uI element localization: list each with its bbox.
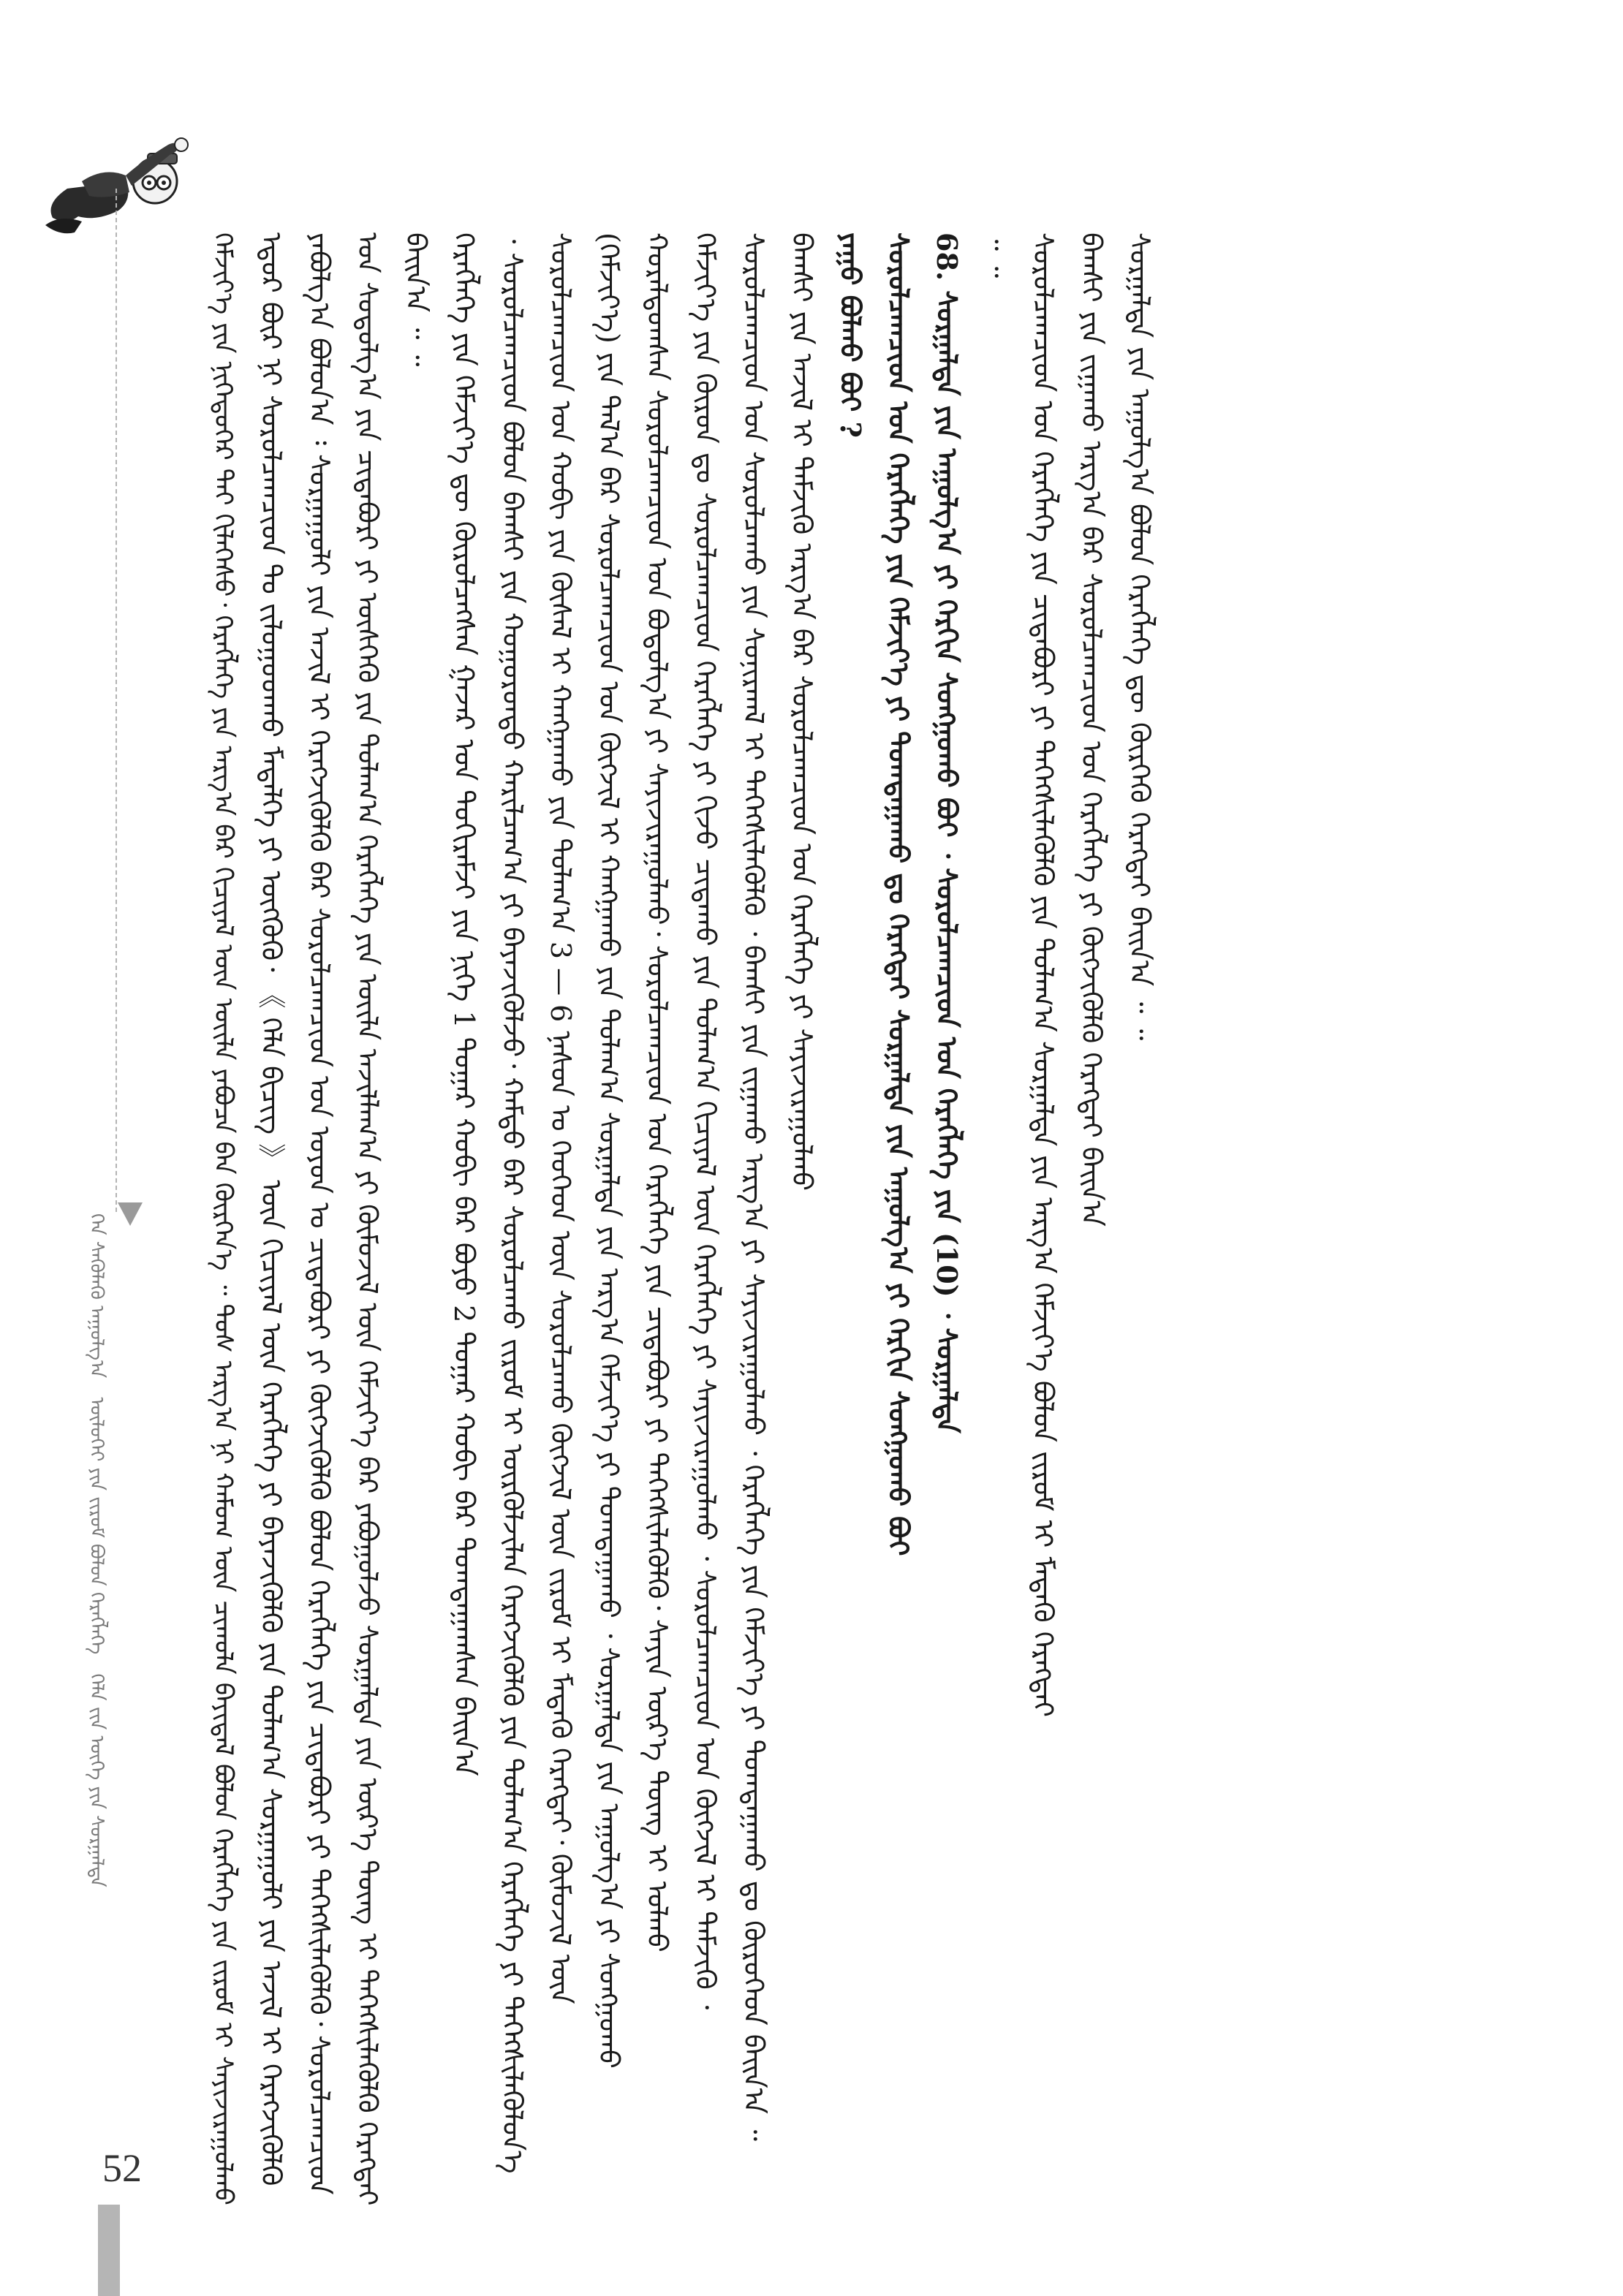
column-text: (ᠬᠡᠮᠵᠢᠶ᠎ᠡ) ᠶᠢᠨ ᠲᠠᠯ᠎ᠠ ᠪᠠᠷ ᠰᠤᠷᠤᠯᠴᠠᠭᠴᠢᠳ ᠤᠨ ᠬᠥᠭᠵᠢᠯ ᠢ ᠬᠠᠩᠭᠠᠬᠤ ᠶᠢᠨ ᠲᠤᠯᠠᠭ᠎ᠠ ᠰᠤᠷᠭᠠᠯᠳᠠ ᠶᠢᠨ ᠠᠷᠭ᠎ᠠ ᠬᠡᠮᠵᠢᠶ᠎ᠡ ᠶᠢ ᠲᠣᠭᠲᠠᠭᠠᠬᠤ ᠂ ᠰᠤᠷᠭᠠᠯᠳᠠ ᠶᠢᠨ ᠠᠭᠤᠯᠭ᠎ᠠ ᠶᠢ ᠰᠣᠩᠭᠣᠬᠤ [593, 232, 625, 2069]
column-text: ᠬᠡᠮᠵᠢᠶ᠎ᠡ ᠶᠢᠨ ᠨᠢᠭᠡᠳᠦᠭᠡᠷ ᠲᠡᠢ ᠬᠢᠯᠡᠭᠡᠰᠦ᠂ ᠬᠡᠷᠡᠭᠯᠡᠭᠡ ᠶᠢᠨ ᠠᠷᠭ᠎ᠠ ᠪᠠᠷ ᠬᠢᠴᠢᠶᠡᠯ ᠦᠨ ᠦᠢᠯᠡ ᠶᠠᠪᠤᠴᠠ ᠪᠠᠨ ᠬᠦᠷᠭᠡᠨ᠎ᠡ ᠃ ᠲᠤᠰ ᠠᠷᠭ᠎ᠠ ᠨᠢ ᠬᠠᠮᠤᠭ ᠦᠨ ᠴᠢᠬᠤᠯᠠ ᠪᠠᠶᠢᠳᠠᠯ ᠪᠣᠯᠤᠨ ᠬᠡᠷᠡᠭᠯᠡᠭᠡ ᠶᠢᠨ ᠵᠢᠷᠤᠮ ᠢ ᠰᠠᠶᠢᠵᠢᠷᠠᠭᠤᠯᠬᠤ [208, 232, 238, 2205]
column-text: 68. ᠰᠤᠷᠭᠠᠯᠳᠠ ᠶᠢᠨ ᠠᠭᠤᠯᠭ᠎ᠠ ᠶᠢ ᠬᠡᠷᠬᠢᠨ ᠰᠣᠩᠭᠣᠬᠤ ᠪᠤᠢ ᠂ ᠰᠤᠷᠤᠯᠴᠠᠭᠴᠢᠳ ᠤᠨ ᠬᠡᠷᠡᠭᠯᠡᠭᠡ ᠶᠢᠨ (10) ᠂ ᠰᠤᠷᠭᠠᠯᠳᠠ [931, 232, 964, 1433]
column-text: ᠬᠤᠷᠠᠯᠳᠤᠭᠰᠠᠨ ᠰᠤᠷᠤᠯᠴᠠᠭᠴᠢᠳ ᠤᠨ ᠪᠣᠳᠤᠯᠭ᠎ᠠ ᠶᠢ ᠰᠠᠶᠢᠵᠢᠷᠠᠭᠤᠯᠬᠤ᠂ ᠰᠤᠷᠤᠯᠴᠠᠭᠴᠢᠳ ᠤᠨ ᠬᠡᠷᠡᠭᠯᠡᠭᠡ ᠶᠢᠨ ᠴᠢᠳᠠᠪᠤᠷᠢ ᠶᠢ ᠳᠡᠭᠡᠭᠰᠢᠯᠡᠭᠦᠯᠬᠦ᠂ ᠰᠠᠶᠢᠨ ᠦᠷ᠎ᠡ ᠳᠦᠩ ᠢ ᠣᠯᠬᠤ [641, 232, 673, 1952]
running-title-part: ᠬᠡᠯᠡ ᠵᠢᠨ ᠦᠭᠡ ᠶᠢᠨ ᠰᠤᠷᠭᠠᠯᠳᠠ [86, 1673, 107, 1887]
header-dashed-rule [116, 189, 117, 1212]
page-edge-bar [98, 2205, 120, 2296]
column-text: ᠪᠠᠢᠨ᠎ᠠ ᠃ ᠃ [400, 232, 432, 367]
page-number: 52 [102, 2146, 142, 2190]
column-text: ᠶᠠᠪᠤᠯᠭ᠎ᠠ ᠪᠤᠯᠤᠨ᠎ᠠ ᠄ ᠰᠤᠷᠭᠠᠭᠤᠯᠢ ᠶᠢᠨ ᠠᠵᠢᠯ ᠢ ᠬᠡᠷᠡᠭᠵᠢᠭᠦᠯᠬᠦ ᠪᠡᠷ ᠰᠤᠷᠤᠯᠴᠠᠭᠴᠢᠳ ᠤᠨ ᠤᠶᠤᠨ ᠤ ᠴᠢᠳᠠᠪᠤᠷᠢ ᠶᠢ ᠬᠥᠭᠵᠢᠭᠦᠯᠬᠦ ᠪᠤᠯᠤᠨ ᠬᠡᠷᠡᠭᠯᠡᠭᠡ ᠶᠢᠨ ᠴᠢᠳᠠᠪᠤᠷᠢ ᠶᠢ ᠳᠡᠭᠡᠭᠰᠢᠯᠡᠭᠦᠯᠬᠦ᠂ ᠰᠤᠷᠤᠯᠴᠠᠭᠴᠢᠳ [303, 232, 336, 2195]
column-text: ᠶᠠᠭᠤ ᠪᠣᠯᠬᠤ ᠪᠤᠢ ? [834, 232, 867, 438]
column-text: ᠪᠠᠭᠰᠢ ᠶᠢᠨ ᠠᠵᠢᠯ ᠢ ᠳᠡᠮᠵᠢᠬᠦ ᠠᠷᠭ᠎ᠠ ᠪᠠᠷ ᠰᠤᠷᠤᠯᠴᠠᠭᠴᠢᠳ ᠤᠨ ᠬᠡᠷᠡᠭᠯᠡᠭᠡ ᠶᠢ ᠰᠠᠶᠢᠵᠢᠷᠠᠭᠤᠯᠬᠤ [786, 232, 818, 1191]
column-text: ᠰᠤᠷᠤᠯᠴᠠᠭᠴᠢᠳ ᠤᠨ ᠰᠤᠷᠤᠯᠴᠠᠬᠤ ᠶᠢᠨ ᠰᠣᠨᠢᠷᠬᠠᠯ ᠢ ᠳᠡᠭᠡᠭᠰᠢᠯᠡᠭᠦᠯᠬᠦ ᠂ ᠪᠠᠭᠰᠢ ᠶᠢᠨ ᠵᠢᠭᠠᠬᠤ ᠠᠷᠭ᠎ᠠ ᠶᠢ ᠰᠠᠶᠢᠵᠢᠷᠠᠭᠤᠯᠬᠤ ᠂ ᠬᠡᠷᠡᠭᠯᠡᠭᠡ ᠶᠢᠨ ᠬᠡᠮᠵᠢᠶ᠎ᠡ ᠶᠢ ᠲᠣᠭᠲᠠᠭᠠᠬᠤ ᠳᠤ ᠬᠦᠷᠦᠭᠡᠳ ᠪᠠᠢᠨ᠎ᠠ ᠃ [738, 232, 770, 2142]
column-text: ᠰᠤᠷᠭᠠᠯᠳᠠ ᠶᠢᠨ ᠠᠭᠤᠯᠭ᠎ᠠ ᠪᠣᠯᠤᠨ ᠬᠡᠷᠡᠭᠯᠡᠭᠡ ᠳᠦ ᠬᠦᠷᠭᠡᠬᠦ ᠬᠡᠷᠡᠭᠲᠡᠢ ᠪᠠᠢᠨ᠎ᠠ ᠃ ᠃ [1124, 232, 1156, 1041]
column-text: ᠰᠤᠷᠤᠯᠴᠠᠭᠴᠢᠳ ᠤᠨ ᠬᠤᠪᠢ ᠶᠢᠨ ᠬᠦᠰᠡᠯ ᠢ ᠬᠠᠩᠭᠠᠬᠤ ᠶᠢᠨ ᠲᠤᠯᠠᠭ᠎ᠠ 3 — 6 ᠨᠠᠰᠤᠨ ᠤ ᠬᠡᠦᠬᠡᠳ ᠦᠨ ᠰᠤᠷᠤᠯᠴᠠᠬᠤ ᠬᠥᠭᠵᠢᠯ ᠦᠨ ᠵᠢᠷᠤᠮ ᠢ ᠮᠡᠳᠡᠬᠦ ᠬᠡᠷᠡᠭᠲᠡᠢ᠂ ᠬᠦᠮᠦᠵᠢᠯ ᠦᠨ [545, 232, 577, 2004]
header-arrow-icon [118, 1202, 143, 1226]
running-title-part: ᠥᠯᠦᠭᠡᠢ ᠶᠢᠨ ᠵᠢᠷᠤᠮ ᠪᠤᠯᠤᠨ ᠬᠡᠷᠡᠭᠯᠡᠭᠡ [86, 1397, 107, 1655]
column-text: ᠃ ᠃ [979, 232, 1011, 279]
column-text: ᠬᠡᠷᠡᠭᠯᠡᠭᠡ ᠶᠢᠨ ᠬᠡᠮᠵᠢᠶ᠎ᠡ ᠳᠦ ᠬᠦᠷᠦᠯᠴᠡᠭᠰᠡᠨ ᠭᠠᠵᠠᠷ ᠤᠨ ᠲᠣᠬᠢᠷᠠᠮᠵᠢ ᠶᠢᠨ ᠨᠢᠭᠡ 1 ᠳᠤᠭᠠᠷ ᠬᠤᠪᠢ ᠪᠠᠷ ᠪᠤᠶᠤ 2 ᠳᠤᠭᠠᠷ ᠬᠤᠪᠢ ᠪᠠᠷ ᠲᠣᠭᠲᠠᠭᠠᠭᠰᠠᠨ ᠪᠠᠢᠨ᠎ᠠ [448, 232, 480, 1776]
column-text: ᠡᠳᠦᠷ ᠪᠦᠷ ᠨᠢ ᠰᠤᠷᠤᠯᠴᠠᠭᠴᠢᠳ ᠲᠤ ᠵᠢᠯᠤᠭᠤᠳᠬᠤ ᠮᠡᠳᠡᠯᠭᠡ ᠶᠢ ᠥᠭᠭᠦᠬᠦ᠂ 《 ᠬᠡᠯᠡ ᠪᠢᠴᠢᠭ 》 ᠦᠨ ᠬᠢᠴᠢᠶᠡᠯ ᠦᠨ ᠬᠡᠷᠡᠭᠯᠡᠭᠡ ᠶᠢ ᠪᠡᠶᠡᠵᠢᠭᠦᠯᠬᠦ ᠶᠢᠨ ᠲᠤᠯᠠᠭ᠎ᠠ ᠰᠤᠷᠭᠠᠭᠤᠯᠢ ᠶᠢᠨ ᠠᠵᠢᠯ ᠢ ᠬᠡᠷᠡᠭᠵᠢᠭᠦᠯᠬᠦ [255, 232, 287, 2186]
column-text: ᠰᠤᠷᠤᠯᠴᠠᠭᠴᠢᠳ ᠤᠨ ᠬᠡᠷᠡᠭᠯᠡᠭᠡ ᠶᠢᠨ ᠬᠡᠮᠵᠢᠶ᠎ᠡ ᠶᠢ ᠲᠣᠭᠲᠠᠭᠠᠬᠤ ᠳᠤ ᠬᠡᠷᠡᠭᠲᠡᠢ ᠰᠤᠷᠭᠠᠯᠳᠠ ᠶᠢᠨ ᠠᠭᠤᠯᠭ᠎ᠠ ᠶᠢ ᠬᠡᠷᠬᠢᠨ ᠰᠣᠩᠭᠣᠬᠤ ᠪᠤᠢ [882, 232, 915, 1556]
column-text: ᠬᠡᠮᠵᠢᠶ᠎ᠡ ᠶᠢᠨ ᠬᠦᠷᠦᠨ ᠳᠤ ᠰᠤᠷᠤᠯᠴᠠᠭᠴᠢᠳ ᠬᠡᠷᠡᠭᠯᠡᠭᠡ ᠶᠢ ᠬᠢᠵᠦ ᠴᠢᠳᠠᠬᠤ ᠶᠢᠨ ᠲᠤᠯᠠᠭ᠎ᠠ ᠬᠢᠴᠢᠶᠡᠯ ᠦᠨ ᠬᠡᠷᠡᠭᠯᠡᠭᠡ ᠶᠢ ᠰᠠᠶᠢᠵᠢᠷᠠᠭᠤᠯᠬᠤ ᠂ ᠰᠤᠷᠤᠯᠴᠠᠭᠴᠢᠳ ᠤᠨ ᠬᠥᠭᠵᠢᠯ ᠢ ᠳᠡᠮᠵᠢᠬᠦ ᠂ [689, 232, 722, 2010]
column-text: ᠂ ᠰᠤᠷᠤᠯᠴᠠᠭᠴᠢᠳ ᠪᠤᠯᠤᠨ ᠪᠠᠭᠰᠢ ᠶᠢᠨ ᠬᠤᠭᠤᠷᠤᠨᠳᠤ ᠬᠠᠷᠢᠯᠴᠠᠭ᠎ᠠ ᠶᠢ ᠪᠡᠶᠡᠵᠢᠭᠦᠯᠵᠦ᠂ ᠬᠠᠮᠲᠤ ᠪᠡᠷ ᠰᠤᠷᠤᠯᠴᠠᠬᠤ ᠵᠢᠷᠤᠮ ᠢ ᠦᠷᠭᠦᠯᠵᠢᠯᠡᠨ ᠬᠡᠷᠡᠭᠵᠢᠭᠦᠯᠬᠦ ᠶᠢᠨ ᠲᠤᠯᠠᠭ᠎ᠠ ᠬᠡᠷᠡᠭᠯᠡᠭᠡ ᠶᠢ ᠳᠡᠭᠡᠭᠰᠢᠯᠡᠭᠦᠯᠦᠨ᠎ᠡ [496, 232, 529, 2174]
running-title-part: ᠬᠡᠨ ᠰᠡᠬᠦᠯᠡᠬᠦ ᠠᠭᠤᠯᠭ᠎ᠠ [86, 1213, 107, 1379]
column-text: ᠰᠤᠷᠤᠯᠴᠠᠭᠴᠢᠳ ᠤᠨ ᠬᠡᠷᠡᠭᠯᠡᠭᠡ ᠶᠢᠨ ᠴᠢᠳᠠᠪᠤᠷᠢ ᠶᠢ ᠳᠡᠭᠡᠭᠰᠢᠯᠡᠭᠦᠯᠬᠦ ᠶᠢᠨ ᠲᠤᠯᠠᠭ᠎ᠠ ᠰᠤᠷᠭᠠᠯᠳᠠ ᠶᠢᠨ ᠠᠷᠭ᠎ᠠ ᠬᠡᠮᠵᠢᠶ᠎ᠡ ᠪᠤᠯᠤᠨ ᠵᠢᠷᠤᠮ ᠢ ᠮᠡᠳᠡᠬᠦ ᠬᠡᠷᠡᠭᠲᠡᠢ [1027, 232, 1059, 1718]
mascot-icon [38, 130, 206, 247]
column-text: ᠤᠨ ᠰᠤᠳᠤᠯᠭ᠎ᠠ ᠶᠢᠨ ᠴᠢᠳᠠᠪᠤᠷᠢ ᠶᠢ ᠥᠰᠬᠡᠬᠦ ᠶᠢᠨ ᠲᠤᠯᠠᠭ᠎ᠠ ᠬᠡᠷᠡᠭᠯᠡᠭᠡ ᠶᠢᠨ ᠦᠢᠯᠡ ᠠᠵᠢᠯᠯᠠᠭ᠎ᠠ ᠶᠢ ᠬᠦᠮᠦᠵᠢᠯ ᠦᠨ ᠬᠡᠮᠵᠢᠶ᠎ᠡ ᠪᠡᠷ ᠶᠠᠪᠤᠭᠤᠯᠵᠤ ᠰᠤᠷᠭᠠᠯᠳᠠ ᠶᠢᠨ ᠦᠷ᠎ᠡ ᠳᠦᠩ ᠢ ᠳᠡᠭᠡᠭᠰᠢᠯᠡᠭᠦᠯᠬᠦ ᠬᠡᠷᠡᠭᠲᠡᠢ [352, 232, 384, 2206]
column-text: ᠪᠠᠭᠰᠢ ᠶᠢᠨ ᠵᠢᠭᠠᠬᠤ ᠠᠷᠭ᠎ᠠ ᠪᠠᠷ ᠰᠤᠷᠤᠯᠴᠠᠭᠴᠢᠳ ᠤᠨ ᠬᠡᠷᠡᠭᠯᠡᠭᠡ ᠶᠢ ᠬᠥᠭᠵᠢᠭᠦᠯᠬᠦ ᠬᠡᠷᠡᠭᠲᠡᠢ ᠪᠠᠢᠨ᠎ᠠ [1075, 232, 1108, 1227]
